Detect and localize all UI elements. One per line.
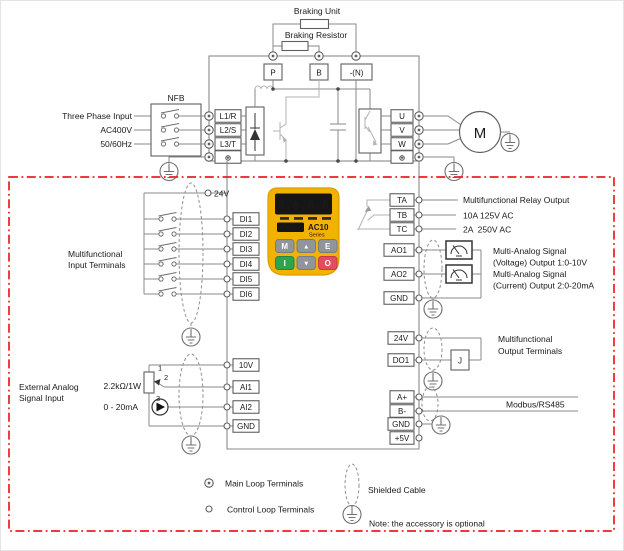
terminal-5v-label: +5V	[394, 434, 410, 443]
main-loop-terminal-icon	[315, 52, 323, 60]
analog-output-block	[384, 240, 594, 318]
analog-out-desc-1: Multi-Analog Signal	[493, 246, 567, 256]
terminal-di6-label: DI6	[239, 290, 253, 299]
relay-rating-2-label: 2A 250V AC	[463, 224, 512, 235]
shield-ellipse	[179, 183, 203, 323]
power-section	[62, 6, 519, 181]
control-loop-terminal-icon	[416, 394, 422, 400]
main-loop-terminal-icon	[205, 126, 213, 134]
input-line-2-label: AC400V	[100, 125, 132, 135]
control-loop-terminal-icon	[224, 404, 230, 410]
relay-rating-1-label: 10A 125V AC	[463, 210, 514, 221]
main-loop-terminal-icon	[205, 153, 213, 161]
braking-unit-label: Braking Unit	[293, 6, 341, 16]
terminal-tc-label: TC	[396, 225, 408, 234]
terminal-di1-label: DI1	[239, 215, 253, 224]
multifunctional-input-label-2: Input Terminals	[68, 260, 126, 270]
control-loop-terminal-icon	[416, 271, 422, 277]
terminal-di2-label: DI2	[239, 230, 253, 239]
ground-icon	[424, 300, 442, 318]
braking-resistor-symbol	[282, 42, 308, 51]
digital-output-block	[388, 328, 562, 390]
control-loop-terminal-icon	[416, 421, 422, 427]
series-label: Series	[309, 232, 325, 239]
relay-output-label: Multifunctional Relay Output	[463, 195, 570, 205]
keypad-button-stop-label: O	[324, 259, 331, 268]
switch-contact-icon	[159, 228, 177, 237]
relay-contact-icon	[358, 200, 390, 230]
model-label: AC10	[308, 223, 329, 232]
shield-ellipse	[422, 387, 438, 421]
main-loop-terminal-icon	[415, 126, 423, 134]
modbus-label: Modbus/RS485	[506, 399, 565, 410]
brand-label: Parker	[280, 224, 301, 232]
voltmeter-icon	[446, 241, 472, 259]
switch-contact-icon	[159, 273, 177, 282]
control-loop-terminal-icon	[416, 247, 422, 253]
main-loop-terminal-icon	[415, 112, 423, 120]
legend-note-label: Note: the accessory is optional	[369, 518, 485, 529]
analog-input-block	[19, 354, 259, 454]
control-loop-terminal-icon	[224, 261, 230, 267]
control-loop-terminal-icon	[416, 212, 422, 218]
control-loop-terminal-icon	[224, 231, 230, 237]
terminal-u-label: U	[399, 112, 405, 121]
supply-24v-label: 24V	[214, 188, 230, 199]
keypad-display-digits: 8.8.8.8	[277, 198, 330, 212]
pot-pin3-label: 3	[156, 394, 161, 403]
terminal-gnd-left-label: GND	[237, 422, 255, 431]
main-loop-terminal-icon	[415, 153, 423, 161]
shield-ellipse	[424, 328, 442, 370]
pot-pin2-label: 2	[164, 373, 169, 382]
terminal-v-label: V	[399, 126, 405, 135]
analog-out-desc-2: (Voltage) Output 1:0-10V	[493, 257, 588, 268]
dc-capacitor-icon	[330, 89, 346, 161]
switch-contact-icon	[159, 213, 177, 222]
power-internals	[241, 80, 381, 163]
motor-output	[381, 110, 519, 181]
shield-ellipse	[345, 464, 359, 506]
terminal-p-label: P	[270, 68, 276, 78]
three-phase-input	[62, 93, 209, 156]
ground-icon	[182, 328, 200, 346]
terminal-pe-left-label: ⊕	[224, 153, 232, 163]
relay-output-block	[358, 194, 570, 236]
brake-igbt-icon	[273, 119, 287, 161]
nfb-label: NFB	[167, 93, 185, 103]
current-range-label: 0 - 20mA	[103, 402, 138, 412]
terminal-l1r-label: L1/R	[219, 112, 237, 121]
legend-shielded-cable-label: Shielded Cable	[368, 485, 426, 495]
ammeter-icon	[446, 265, 472, 283]
control-loop-terminal-icon	[224, 362, 230, 368]
terminal-ai1-label: AI1	[239, 383, 253, 392]
control-loop-terminal-icon	[224, 423, 230, 429]
main-loop-terminal-icon	[269, 52, 277, 60]
shield-ellipse	[424, 240, 442, 298]
terminal-ta-label: TA	[397, 196, 407, 205]
control-section	[19, 161, 594, 454]
main-loop-terminal-icon	[352, 52, 360, 60]
terminal-di5-label: DI5	[239, 275, 253, 284]
legend	[205, 464, 485, 529]
control-loop-terminal-icon	[416, 295, 422, 301]
legend-control-loop-label: Control Loop Terminals	[227, 504, 315, 515]
ground-icon	[501, 134, 519, 152]
terminal-l2s-label: L2/S	[219, 126, 237, 135]
control-loop-terminal-icon	[224, 276, 230, 282]
terminal-di4-label: DI4	[239, 260, 253, 269]
control-loop-terminal-icon	[416, 335, 422, 341]
terminal-ai2-label: AI2	[239, 403, 253, 412]
analog-out-desc-3: Multi-Analog Signal	[493, 269, 567, 279]
control-loop-terminal-icon	[416, 435, 422, 441]
control-loop-terminal-icon	[416, 197, 422, 203]
diagram-canvas	[1, 1, 624, 551]
terminal-do1-label: DO1	[392, 356, 410, 365]
input-line-3-label: 50/60Hz	[100, 139, 132, 149]
potentiometer-icon	[144, 372, 154, 393]
comm-block	[388, 387, 578, 444]
control-loop-terminal-icon	[224, 291, 230, 297]
terminal-ao1-label: AO1	[390, 246, 408, 255]
terminal-pe-right-label: ⊕	[398, 153, 406, 163]
ground-icon	[343, 506, 361, 524]
legend-main-loop-label: Main Loop Terminals	[225, 478, 304, 489]
keypad-button-down-label: ▼	[302, 260, 310, 268]
control-loop-terminal-icon	[205, 190, 211, 196]
ground-icon	[424, 372, 442, 390]
jumper-label: J	[458, 356, 462, 366]
control-loop-terminal-icon	[224, 246, 230, 252]
control-loop-terminal-icon	[416, 357, 422, 363]
main-loop-terminal-icon	[205, 112, 213, 120]
digital-input-block	[68, 183, 259, 346]
control-loop-terminal-icon	[416, 408, 422, 414]
switch-contact-icon	[159, 243, 177, 252]
multifunctional-output-label-2: Output Terminals	[498, 346, 563, 356]
terminal-di3-label: DI3	[239, 245, 253, 254]
external-analog-label-2: Signal Input	[19, 393, 64, 403]
terminal-24v-out-label: 24V	[393, 334, 409, 343]
ground-icon	[182, 436, 200, 454]
main-loop-terminal-icon	[205, 479, 213, 487]
keypad-button-run-label: I	[283, 259, 286, 268]
analog-out-desc-4: (Current) Output 2:0-20mA	[493, 280, 595, 291]
switch-contact-icon	[159, 288, 177, 297]
control-loop-terminal-icon	[206, 506, 212, 512]
control-loop-terminal-icon	[416, 226, 422, 232]
terminal-l3t-label: L3/T	[219, 140, 237, 149]
switch-contact-icon	[159, 258, 177, 267]
motor-label: M	[473, 125, 487, 142]
braking-unit-resistor-symbol	[301, 20, 329, 29]
braking-circuit	[273, 6, 356, 52]
main-loop-terminal-icon	[415, 140, 423, 148]
braking-resistor-label: Braking Resistor	[284, 30, 348, 40]
terminal-w-label: W	[398, 140, 406, 149]
main-loop-terminal-icon	[205, 140, 213, 148]
control-loop-terminal-icon	[224, 216, 230, 222]
multifunctional-output-label-1: Multifunctional	[498, 334, 553, 344]
terminal-ao2-label: AO2	[390, 270, 408, 279]
terminal-b-label: B	[316, 68, 322, 78]
keypad-button-up-label: ▲	[302, 243, 310, 251]
terminal-gnd-comm-label: GND	[392, 420, 410, 429]
control-loop-terminal-icon	[224, 384, 230, 390]
terminal-n-label: -(N)	[349, 68, 364, 78]
pot-pin1-label: 1	[158, 363, 163, 373]
terminal-tb-label: TB	[396, 211, 408, 220]
keypad-button-e-label: E	[325, 242, 331, 251]
inductor-icon	[255, 86, 273, 89]
terminal-b-minus-label: B-	[398, 407, 406, 416]
shield-ellipse	[179, 354, 203, 436]
external-analog-label-1: External Analog	[19, 382, 79, 392]
terminal-a-plus-label: A+	[396, 393, 408, 402]
multifunctional-input-label-1: Multifunctional	[68, 249, 123, 259]
keypad-button-m-label: M	[281, 242, 289, 251]
pot-value-label: 2.2kΩ/1W	[103, 381, 141, 391]
input-line-1-label: Three Phase Input	[62, 111, 132, 121]
keypad	[268, 188, 339, 275]
ground-icon	[432, 416, 450, 434]
terminal-10v-label: 10V	[238, 361, 254, 370]
terminal-gnd-ao-label: GND	[390, 294, 408, 303]
